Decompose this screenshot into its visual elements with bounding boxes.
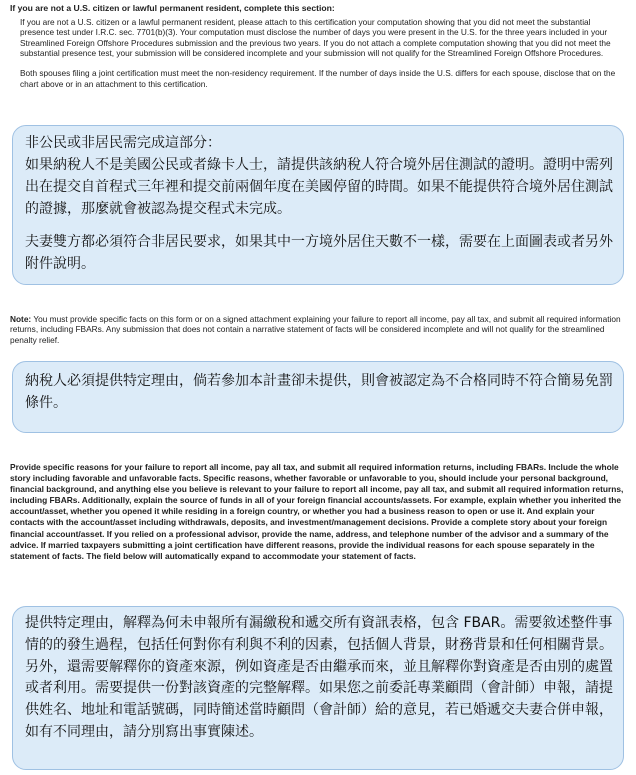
nonresident-heading: If you are not a U.S. citizen or lawful permanent resident, complete this section:	[10, 3, 335, 13]
note-body: You must provide specific facts on this form or on a signed attachment explaining your failure to report all income, pay all tax, and submit all required information returns, including FBARs. Any submission that does not contain a narrative statement of facts will be considered incomplete and will not qualify for the streamlined penalty relief.	[10, 314, 621, 345]
reasons-instructions: Provide specific reasons for your failure to report all income, pay all tax, and submit all required information returns, including FBARs. Include the whole story including favorable and unfavorable facts. Specific reasons, whether favorable or unfavorable to you, should include your personal background, financial background, and anything else you believe is relevant to your failure to report all income, pay all tax, and submit all required information returns, including FBARs. Additionally, explain the source of funds in all of your foreign financial accounts/assets. For example, explain whether you inherited the account/asset, whether you opened it while residing in a foreign country, or whether you had a business reason to open or use it. And explain your contacts with the account/asset including withdrawals, deposits, and investment/management decisions. Provide a complete story about your foreign financial account/asset. If you relied on a professional advisor, provide the name, address, and telephone number of the advisor and a summary of the advice. If married taxpayers submitting a joint certification have different reasons, provide the individual reasons for each spouse separately in the statement of facts. The field below will automatically expand to accommodate your statement of facts.	[10, 462, 624, 561]
chinese-translation-box-2	[12, 361, 624, 433]
note-text	[10, 314, 626, 345]
reasons-section	[10, 462, 626, 562]
box1-heading: 非公民或非居民需完成這部分：	[25, 135, 221, 151]
nonresident-computation-text: If you are not a U.S. citizen or a lawful permanent resident, please attach to this certification your computation showing that you did not meet the substantial presence test under I.R.C. sec. 7701(b)(3). Your computation must disclose the number of days you were present in the U.S. for the three years included in your Streamlined Foreign Offshore Procedures submission and the previous two years. If you do not attach a complete computation showing that you did not meet the substantial presence test, your submission will be considered incomplete and your submission will not qualify for the Streamlined Foreign Offshore Procedures.	[20, 16, 611, 59]
box1-paragraph: 如果納稅人不是美國公民或者綠卡人士，請提供該納稅人符合境外居住測試的證明。證明中需列出在提交自首程式三年裡和提交前兩個年度在美國停留的時間。如果不能提供符合境外居住測試的證據，那麼就會被認為提交程式未完成。	[25, 157, 613, 217]
nonresident-section	[10, 3, 626, 89]
box2-text: 納稅人必須提供特定理由，倘若參加本計畫卻未提供，則會被認定為不合格同時不符合簡易免罰條件。	[25, 373, 613, 411]
note-section	[10, 314, 626, 345]
note-label: Note:	[10, 314, 32, 324]
chinese-translation-box-1	[12, 125, 624, 285]
joint-certification-text: Both spouses filing a joint certification must meet the non-residency requirement. If the number of days inside the U.S. differs for each spouse, disclose that on the chart above or in an attachment to this certification.	[20, 67, 616, 89]
chinese-translation-box-3	[12, 606, 624, 770]
box1-spouse-paragraph: 夫妻雙方都必須符合非居民要求，如果其中一方境外居住天數不一樣，需要在上面圖表或者另外附件說明。	[25, 234, 613, 272]
box3-text: 提供特定理由，解釋為何未申報所有漏繳稅和遞交所有資訊表格，包含 FBAR。需要敘述整件事情的的發生過程，包括任何對你有利與不利的因素，包括個人背景，財務背景和任何相關背景。另外，還需要解釋你的資產來源，例如資產是否由繼承而來，並且解釋你對資產是否由別的處置或者利用。需要提供一份對該資產的完整解釋。如果您之前委託專業顧問（會計師）申報，請提供姓名、地址和電話號碼，同時簡述當時顧問（會計師）給的意見，若已婚遞交夫妻合併申報，如有不同理由，請分別寫出事實陳述。	[25, 615, 613, 740]
